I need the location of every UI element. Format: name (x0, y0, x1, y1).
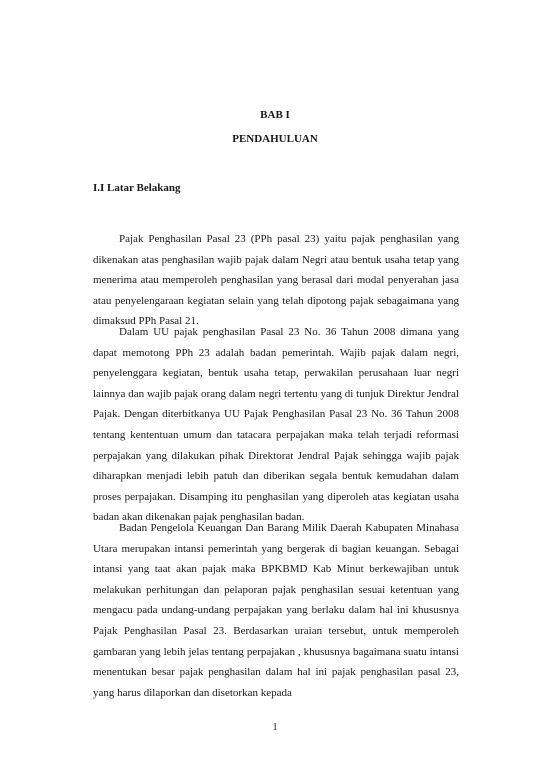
chapter-number: BAB I (260, 109, 290, 121)
paragraph-1: Pajak Penghasilan Pasal 23 (PPh pasal 23) yaitu pajak penghasilan yang dikenakan atas penghasilan wajib pajak dalam Negri atau bentuk usaha tetap yang menerima atau memperoleh penghasilan yang berasal dari modal penyerahan jasa atau penyelengaraan kegiatan selain yang telah dipotong pajak sebagaimana yang dimaksud PPh Pasal 21. (93, 233, 459, 328)
page-number: 1 (272, 722, 278, 733)
chapter-title: PENDAHULUAN (232, 133, 318, 145)
paragraph-3: Badan Pengelola Keuangan Dan Barang Milik Daerah Kabupaten Minahasa Utara merupakan intansi pemerintah yang bergerak di bagian keuangan. Sebagai intansi yang taat akan pajak maka BPKBMD Kab Minut berkewajiban untuk melakukan perhitungan dan pelaporan pajak penghasilan sesuai ketentuan yang mengacu pada undang-undang perpajakan yang berlaku dalam hal ini khususnya Pajak Penghasilan Pasal 23. Berdasarkan uraian tersebut, untuk memperoleh gambaran yang lebih jelas tentang perpajakan , khususnya bagaimana suatu intansi menentukan besar pajak penghasilan dalam hal ini pajak penghasilan pasal 23, yang harus dilaporkan dan disetorkan kepada (93, 522, 459, 699)
paragraph-2: Dalam UU pajak penghasilan Pasal 23 No. 36 Tahun 2008 dimana yang dapat memotong PPh 23 adalah badan pemerintah. Wajib pajak dalam negri, penyelenggara kegiatan, bentuk usaha tetap, perwakilan perusahaan luar negri lainnya dan wajib pajak orang dalam negri tertentu yang di tunjuk Direktur Jendral Pajak. Dengan diterbitkanya UU Pajak Penghasilan Pasal 23 No. 36 Tahun 2008 tentang kententuan umum dan tatacara perpajakan maka telah terjadi reformasi perpajakan yang dilakukan pihak Direktorat Jendral Pajak sehingga wajib pajak diharapkan menjadi lebih patuh dan diberikan segala bentuk kemudahan dalam proses perpajakan. Disamping itu penghasilan yang diperoleh atas kegiatan usaha badan akan dikenakan pajak penghasilan badan. (93, 326, 459, 524)
section-heading: I.I Latar Belakang (93, 182, 181, 194)
